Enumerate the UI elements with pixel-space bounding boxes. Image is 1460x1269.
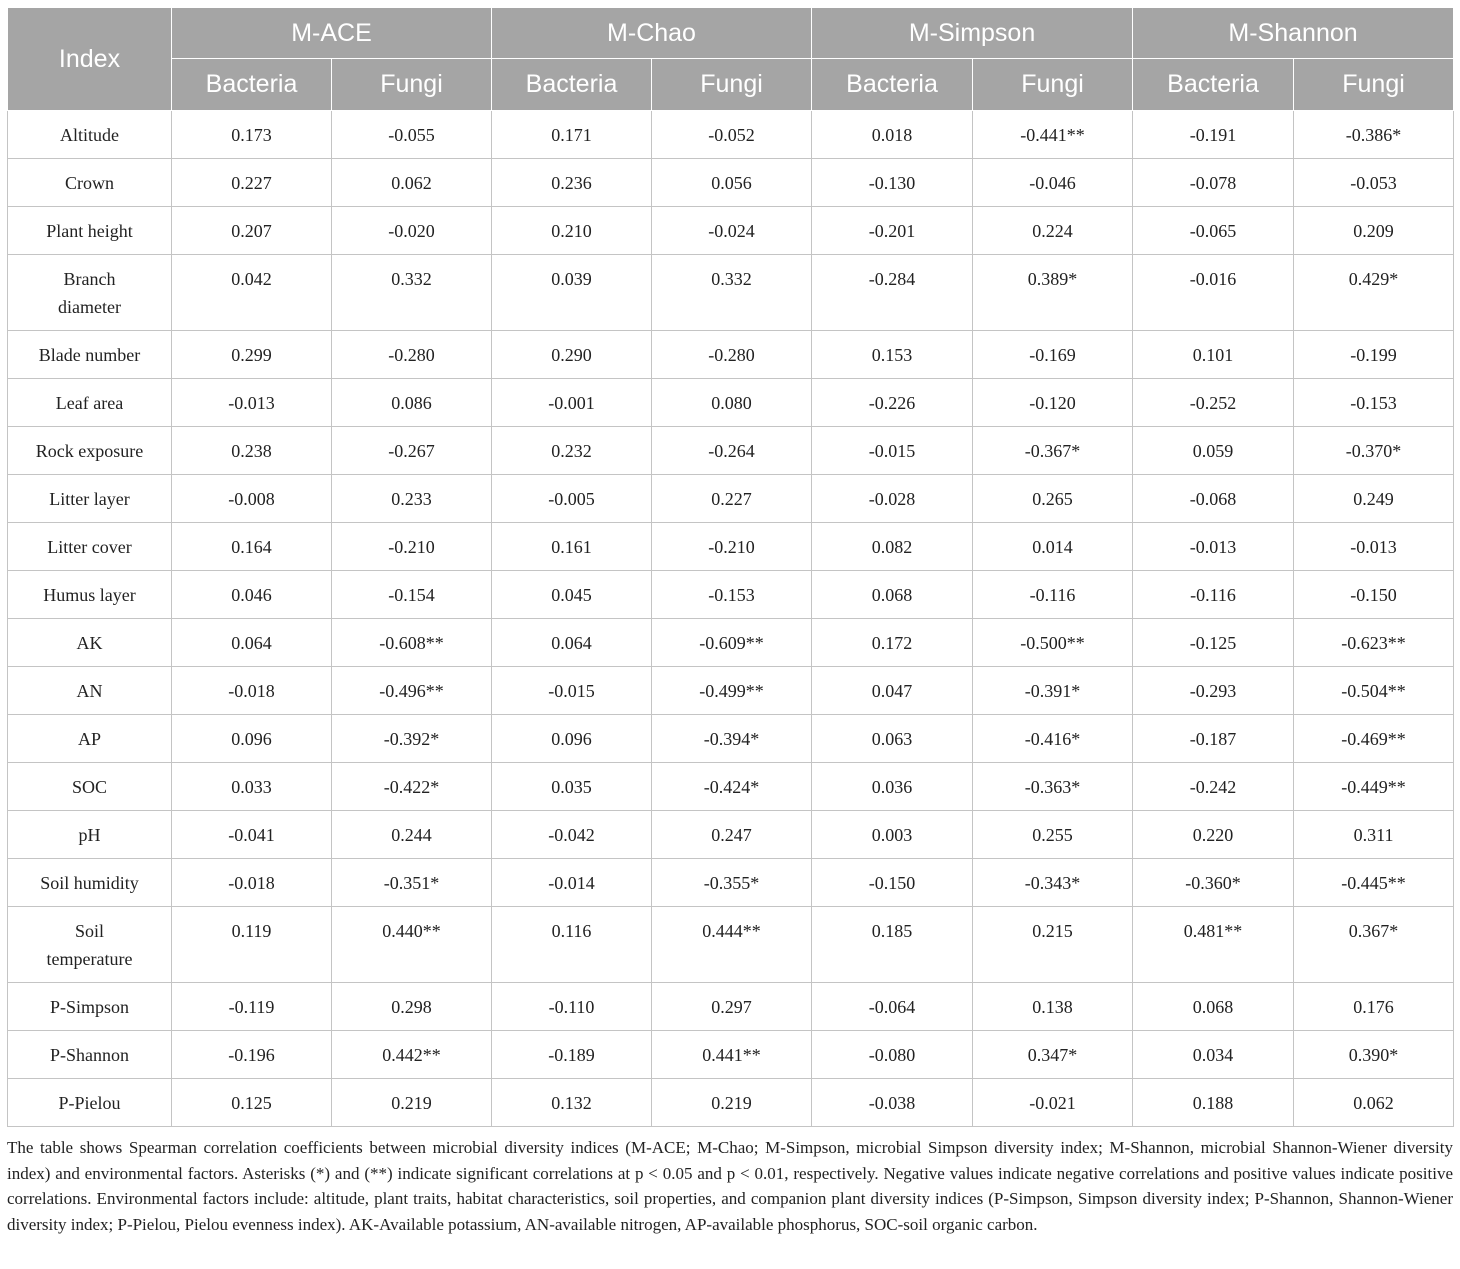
row-label: Crown bbox=[8, 159, 172, 207]
table-cell: -0.187 bbox=[1133, 715, 1294, 763]
table-cell: 0.096 bbox=[172, 715, 332, 763]
table-cell: 0.086 bbox=[332, 379, 492, 427]
table-cell: 0.047 bbox=[812, 667, 973, 715]
sub-header-fungi: Fungi bbox=[973, 59, 1133, 111]
table-cell: 0.036 bbox=[812, 763, 973, 811]
table-cell: 0.132 bbox=[492, 1079, 652, 1127]
table-cell: 0.059 bbox=[1133, 427, 1294, 475]
row-label: pH bbox=[8, 811, 172, 859]
table-cell: 0.236 bbox=[492, 159, 652, 207]
row-label: AP bbox=[8, 715, 172, 763]
table-cell: -0.169 bbox=[973, 331, 1133, 379]
table-cell: -0.001 bbox=[492, 379, 652, 427]
table-cell: 0.481** bbox=[1133, 907, 1294, 983]
table-cell: -0.021 bbox=[973, 1079, 1133, 1127]
table-cell: 0.035 bbox=[492, 763, 652, 811]
group-header-m-shannon: M-Shannon bbox=[1133, 8, 1454, 59]
table-cell: -0.053 bbox=[1294, 159, 1454, 207]
table-cell: -0.422* bbox=[332, 763, 492, 811]
table-cell: 0.233 bbox=[332, 475, 492, 523]
table-cell: -0.125 bbox=[1133, 619, 1294, 667]
table-cell: 0.298 bbox=[332, 983, 492, 1031]
sub-header-bacteria: Bacteria bbox=[172, 59, 332, 111]
table-cell: -0.367* bbox=[973, 427, 1133, 475]
table-cell: 0.247 bbox=[652, 811, 812, 859]
group-header-m-simpson: M-Simpson bbox=[812, 8, 1133, 59]
table-cell: -0.392* bbox=[332, 715, 492, 763]
table-cell: 0.045 bbox=[492, 571, 652, 619]
table-cell: 0.082 bbox=[812, 523, 973, 571]
table-cell: -0.394* bbox=[652, 715, 812, 763]
table-cell: -0.080 bbox=[812, 1031, 973, 1079]
table-cell: -0.355* bbox=[652, 859, 812, 907]
table-cell: 0.227 bbox=[652, 475, 812, 523]
table-cell: 0.116 bbox=[492, 907, 652, 983]
sub-header-bacteria: Bacteria bbox=[812, 59, 973, 111]
table-cell: 0.220 bbox=[1133, 811, 1294, 859]
table-cell: -0.391* bbox=[973, 667, 1133, 715]
table-row bbox=[8, 475, 1454, 523]
table-cell: 0.153 bbox=[812, 331, 973, 379]
table-cell: -0.196 bbox=[172, 1031, 332, 1079]
table-cell: 0.215 bbox=[973, 907, 1133, 983]
row-label: Soil humidity bbox=[8, 859, 172, 907]
table-cell: -0.018 bbox=[172, 859, 332, 907]
group-header-m-chao: M-Chao bbox=[492, 8, 812, 59]
table-cell: -0.623** bbox=[1294, 619, 1454, 667]
table-cell: -0.064 bbox=[812, 983, 973, 1031]
table-cell: -0.360* bbox=[1133, 859, 1294, 907]
table-cell: -0.024 bbox=[652, 207, 812, 255]
table-cell: 0.249 bbox=[1294, 475, 1454, 523]
table-cell: 0.176 bbox=[1294, 983, 1454, 1031]
table-cell: -0.055 bbox=[332, 111, 492, 159]
table-cell: -0.504** bbox=[1294, 667, 1454, 715]
table-row bbox=[8, 1079, 1454, 1127]
table-cell: 0.219 bbox=[652, 1079, 812, 1127]
row-label: P-Pielou bbox=[8, 1079, 172, 1127]
table-cell: -0.445** bbox=[1294, 859, 1454, 907]
table-cell: 0.138 bbox=[973, 983, 1133, 1031]
table-cell: 0.033 bbox=[172, 763, 332, 811]
table-cell: 0.332 bbox=[652, 255, 812, 331]
row-label: Humus layer bbox=[8, 571, 172, 619]
row-label: Soil temperature bbox=[8, 907, 172, 983]
table-cell: -0.020 bbox=[332, 207, 492, 255]
table-cell: -0.015 bbox=[492, 667, 652, 715]
table-cell: -0.065 bbox=[1133, 207, 1294, 255]
sub-header-bacteria: Bacteria bbox=[492, 59, 652, 111]
table-cell: -0.042 bbox=[492, 811, 652, 859]
table-cell: -0.608** bbox=[332, 619, 492, 667]
table-cell: 0.056 bbox=[652, 159, 812, 207]
table-cell: -0.280 bbox=[332, 331, 492, 379]
table-row bbox=[8, 255, 1454, 331]
table-cell: -0.191 bbox=[1133, 111, 1294, 159]
table-cell: 0.297 bbox=[652, 983, 812, 1031]
table-cell: 0.444** bbox=[652, 907, 812, 983]
table-cell: -0.210 bbox=[652, 523, 812, 571]
table-cell: 0.062 bbox=[1294, 1079, 1454, 1127]
table-row bbox=[8, 907, 1454, 983]
table-cell: 0.161 bbox=[492, 523, 652, 571]
row-label: P-Simpson bbox=[8, 983, 172, 1031]
table-cell: -0.469** bbox=[1294, 715, 1454, 763]
table-cell: -0.150 bbox=[1294, 571, 1454, 619]
table-cell: 0.210 bbox=[492, 207, 652, 255]
correlation-table bbox=[7, 7, 1454, 1127]
table-cell: 0.224 bbox=[973, 207, 1133, 255]
table-cell: 0.311 bbox=[1294, 811, 1454, 859]
table-cell: -0.449** bbox=[1294, 763, 1454, 811]
table-row bbox=[8, 571, 1454, 619]
table-cell: -0.280 bbox=[652, 331, 812, 379]
table-cell: -0.499** bbox=[652, 667, 812, 715]
table-cell: 0.389* bbox=[973, 255, 1133, 331]
row-label: Rock exposure bbox=[8, 427, 172, 475]
table-cell: -0.154 bbox=[332, 571, 492, 619]
table-cell: -0.068 bbox=[1133, 475, 1294, 523]
row-label: Litter layer bbox=[8, 475, 172, 523]
table-cell: -0.120 bbox=[973, 379, 1133, 427]
table-cell: -0.496** bbox=[332, 667, 492, 715]
table-cell: -0.252 bbox=[1133, 379, 1294, 427]
row-label: AK bbox=[8, 619, 172, 667]
table-row bbox=[8, 207, 1454, 255]
table-cell: 0.003 bbox=[812, 811, 973, 859]
table-cell: -0.015 bbox=[812, 427, 973, 475]
table-cell: 0.119 bbox=[172, 907, 332, 983]
table-cell: -0.189 bbox=[492, 1031, 652, 1079]
table-cell: 0.299 bbox=[172, 331, 332, 379]
table-cell: -0.284 bbox=[812, 255, 973, 331]
table-cell: 0.332 bbox=[332, 255, 492, 331]
table-cell: 0.207 bbox=[172, 207, 332, 255]
table-cell: -0.293 bbox=[1133, 667, 1294, 715]
table-cell: 0.209 bbox=[1294, 207, 1454, 255]
sub-header-fungi: Fungi bbox=[332, 59, 492, 111]
sub-header-fungi: Fungi bbox=[1294, 59, 1454, 111]
table-cell: 0.064 bbox=[172, 619, 332, 667]
table-row bbox=[8, 1031, 1454, 1079]
table-cell: 0.046 bbox=[172, 571, 332, 619]
table-cell: -0.130 bbox=[812, 159, 973, 207]
row-label: P-Shannon bbox=[8, 1031, 172, 1079]
table-cell: 0.172 bbox=[812, 619, 973, 667]
table-header bbox=[8, 8, 1454, 111]
table-cell: -0.201 bbox=[812, 207, 973, 255]
table-cell: -0.267 bbox=[332, 427, 492, 475]
table-cell: -0.038 bbox=[812, 1079, 973, 1127]
table-row bbox=[8, 619, 1454, 667]
table-row bbox=[8, 159, 1454, 207]
table-cell: -0.343* bbox=[973, 859, 1133, 907]
table-cell: -0.014 bbox=[492, 859, 652, 907]
table-cell: -0.016 bbox=[1133, 255, 1294, 331]
row-label: Altitude bbox=[8, 111, 172, 159]
table-cell: 0.018 bbox=[812, 111, 973, 159]
table-cell: -0.424* bbox=[652, 763, 812, 811]
table-row bbox=[8, 763, 1454, 811]
sub-header-fungi: Fungi bbox=[652, 59, 812, 111]
table-cell: -0.150 bbox=[812, 859, 973, 907]
sub-header-bacteria: Bacteria bbox=[1133, 59, 1294, 111]
table-cell: -0.052 bbox=[652, 111, 812, 159]
table-cell: 0.039 bbox=[492, 255, 652, 331]
table-cell: 0.367* bbox=[1294, 907, 1454, 983]
row-label: AN bbox=[8, 667, 172, 715]
table-cell: -0.242 bbox=[1133, 763, 1294, 811]
table-cell: 0.442** bbox=[332, 1031, 492, 1079]
table-cell: -0.416* bbox=[973, 715, 1133, 763]
table-cell: -0.046 bbox=[973, 159, 1133, 207]
table-cell: 0.290 bbox=[492, 331, 652, 379]
index-header: Index bbox=[8, 8, 172, 111]
table-cell: 0.125 bbox=[172, 1079, 332, 1127]
table-cell: 0.255 bbox=[973, 811, 1133, 859]
table-cell: -0.264 bbox=[652, 427, 812, 475]
table-cell: 0.042 bbox=[172, 255, 332, 331]
table-cell: -0.028 bbox=[812, 475, 973, 523]
table-cell: 0.171 bbox=[492, 111, 652, 159]
table-cell: -0.078 bbox=[1133, 159, 1294, 207]
table-cell: -0.226 bbox=[812, 379, 973, 427]
table-cell: -0.351* bbox=[332, 859, 492, 907]
table-row bbox=[8, 983, 1454, 1031]
table-cell: -0.386* bbox=[1294, 111, 1454, 159]
row-label: Leaf area bbox=[8, 379, 172, 427]
table-cell: 0.080 bbox=[652, 379, 812, 427]
table-cell: -0.500** bbox=[973, 619, 1133, 667]
table-cell: -0.013 bbox=[1294, 523, 1454, 571]
table-row bbox=[8, 811, 1454, 859]
row-label: Branch diameter bbox=[8, 255, 172, 331]
table-row bbox=[8, 379, 1454, 427]
table-cell: -0.013 bbox=[172, 379, 332, 427]
table-row bbox=[8, 331, 1454, 379]
table-cell: 0.101 bbox=[1133, 331, 1294, 379]
table-cell: -0.116 bbox=[1133, 571, 1294, 619]
table-row bbox=[8, 715, 1454, 763]
table-cell: 0.173 bbox=[172, 111, 332, 159]
table-container bbox=[7, 7, 1453, 1237]
table-row bbox=[8, 859, 1454, 907]
table-cell: 0.390* bbox=[1294, 1031, 1454, 1079]
table-cell: 0.014 bbox=[973, 523, 1133, 571]
row-label: Plant height bbox=[8, 207, 172, 255]
table-cell: 0.068 bbox=[1133, 983, 1294, 1031]
table-cell: -0.119 bbox=[172, 983, 332, 1031]
table-cell: -0.363* bbox=[973, 763, 1133, 811]
table-cell: -0.609** bbox=[652, 619, 812, 667]
table-row bbox=[8, 111, 1454, 159]
table-row bbox=[8, 523, 1454, 571]
table-cell: 0.232 bbox=[492, 427, 652, 475]
table-cell: 0.188 bbox=[1133, 1079, 1294, 1127]
table-cell: 0.347* bbox=[973, 1031, 1133, 1079]
table-cell: -0.370* bbox=[1294, 427, 1454, 475]
table-cell: 0.440** bbox=[332, 907, 492, 983]
table-cell: -0.005 bbox=[492, 475, 652, 523]
table-cell: -0.008 bbox=[172, 475, 332, 523]
table-cell: 0.265 bbox=[973, 475, 1133, 523]
table-cell: 0.441** bbox=[652, 1031, 812, 1079]
table-row bbox=[8, 427, 1454, 475]
table-cell: -0.018 bbox=[172, 667, 332, 715]
table-cell: -0.153 bbox=[652, 571, 812, 619]
table-cell: -0.199 bbox=[1294, 331, 1454, 379]
table-cell: 0.064 bbox=[492, 619, 652, 667]
row-label: SOC bbox=[8, 763, 172, 811]
group-header-m-ace: M-ACE bbox=[172, 8, 492, 59]
table-cell: -0.110 bbox=[492, 983, 652, 1031]
table-cell: -0.041 bbox=[172, 811, 332, 859]
table-footnote: The table shows Spearman correlation coefficients between microbial diversity indices (M-ACE; M-Chao; M-Simpson, microbial Simpson diversity index; M-Shannon, microbial Shannon-Wiener diversity index) and environmental factors. Asterisks (*) and (**) indicate significant correlations at p < 0.05 and p < 0.01, respectively. Negative values indicate negative correlations and positive values indicate positive correlations. Environmental factors include: altitude, plant traits, habitat characteristics, soil properties, and companion plant diversity indices (P-Simpson, Simpson diversity index; P-Shannon, Shannon-Wiener diversity index; P-Pielou, Pielou evenness index). AK-Available potassium, AN-available nitrogen, AP-available phosphorus, SOC-soil organic carbon. bbox=[7, 1138, 1453, 1234]
table-cell: 0.185 bbox=[812, 907, 973, 983]
table-cell: 0.227 bbox=[172, 159, 332, 207]
table-cell: 0.164 bbox=[172, 523, 332, 571]
table-cell: 0.244 bbox=[332, 811, 492, 859]
table-cell: 0.062 bbox=[332, 159, 492, 207]
table-cell: 0.068 bbox=[812, 571, 973, 619]
table-body bbox=[8, 111, 1454, 1127]
table-cell: 0.238 bbox=[172, 427, 332, 475]
table-cell: -0.116 bbox=[973, 571, 1133, 619]
table-cell: 0.429* bbox=[1294, 255, 1454, 331]
row-label: Blade number bbox=[8, 331, 172, 379]
table-cell: -0.153 bbox=[1294, 379, 1454, 427]
row-label: Litter cover bbox=[8, 523, 172, 571]
table-cell: -0.013 bbox=[1133, 523, 1294, 571]
table-row bbox=[8, 667, 1454, 715]
table-cell: 0.096 bbox=[492, 715, 652, 763]
table-cell: 0.219 bbox=[332, 1079, 492, 1127]
table-cell: 0.063 bbox=[812, 715, 973, 763]
table-cell: -0.441** bbox=[973, 111, 1133, 159]
table-cell: -0.210 bbox=[332, 523, 492, 571]
table-cell: 0.034 bbox=[1133, 1031, 1294, 1079]
